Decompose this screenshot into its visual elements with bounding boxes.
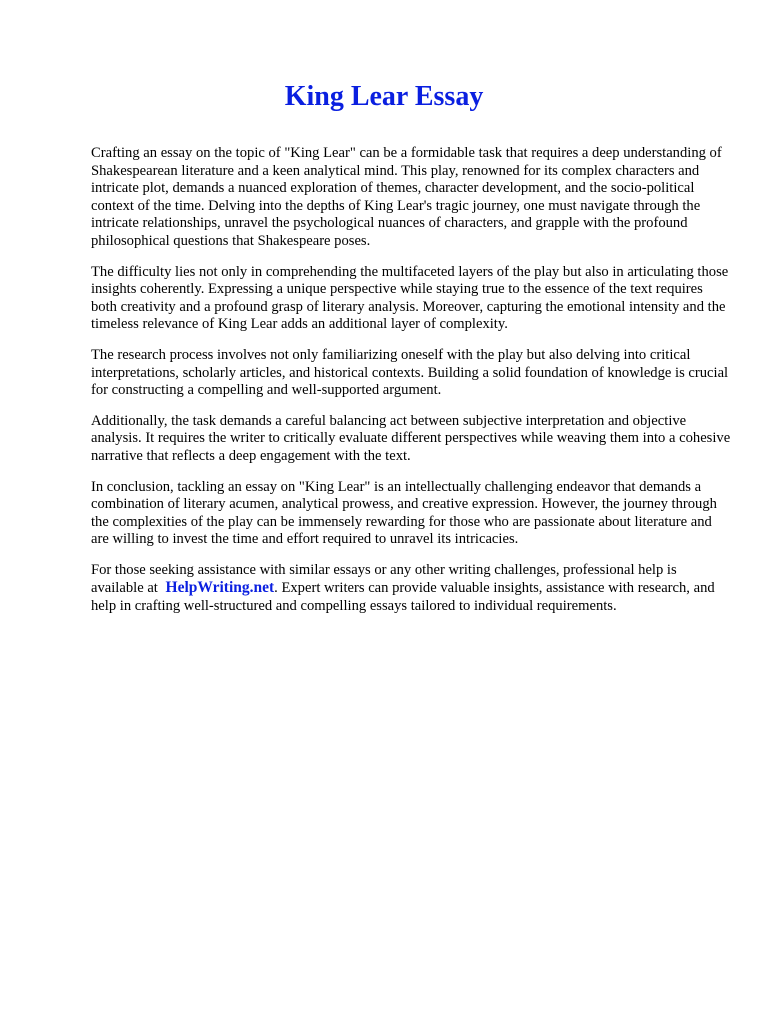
paragraph-5: In conclusion, tackling an essay on "King Lear" is an intellectually challenging endeavor that demands a combination of literary acumen, analytical prowess, and creative expression. However, the journey through the complexities of the play can be immensely rewarding for those who are passionate about literature and are willing to invest the time and effort required to unravel its intricacies. bbox=[91, 478, 717, 548]
paragraph-1: Crafting an essay on the topic of "King Lear" can be a formidable task that requires a deep understanding of Shakespearean literature and a keen analytical mind. This play, renowned for its complex characters and intricate plot, demands a nuanced exploration of themes, character development, and the socio-political context of the time. Delving into the depths of King Lear's tragic journey, one must navigate through the intricate relationships, unravel the psychological nuances of characters, and grapple with the profound philosophical questions that Shakespeare poses. bbox=[91, 145, 722, 249]
paragraph-4: Additionally, the task demands a careful balancing act between subjective interpretation and objective analysis. It requires the writer to critically evaluate different perspectives while weaving them into a cohesive narrative that reflects a deep engagement with the text. bbox=[91, 412, 731, 464]
paragraph-6-before-link: For those seeking assistance with similar essays or any other writing challenges, professional help is available at bbox=[91, 561, 677, 597]
helpwriting-link[interactable]: HelpWriting.net bbox=[165, 579, 275, 597]
paragraph-3: The research process involves not only familiarizing oneself with the play but also delving into critical interpretations, scholarly articles, and historical contexts. Building a solid foundation of knowledge is crucial for constructing a compelling and well-supported argument. bbox=[91, 346, 729, 399]
paragraph-6-after-link: . Expert writers can provide valuable insights, assistance with research, and help in crafting well-structured and compelling essays tailored to individual requirements. bbox=[91, 580, 715, 615]
paragraph-2: The difficulty lies not only in comprehending the multifaceted layers of the play but also in articulating those insights coherently. Expressing a unique perspective while staying true to the essence of the text requires both creativity and a profound grasp of literary analysis. Moreover, capturing the emotional intensity and the timeless relevance of King Lear adds an additional layer of complexity. bbox=[91, 263, 729, 333]
document-title: King Lear Essay bbox=[284, 81, 484, 112]
document-body bbox=[91, 145, 731, 629]
paragraph-6 bbox=[91, 562, 731, 616]
